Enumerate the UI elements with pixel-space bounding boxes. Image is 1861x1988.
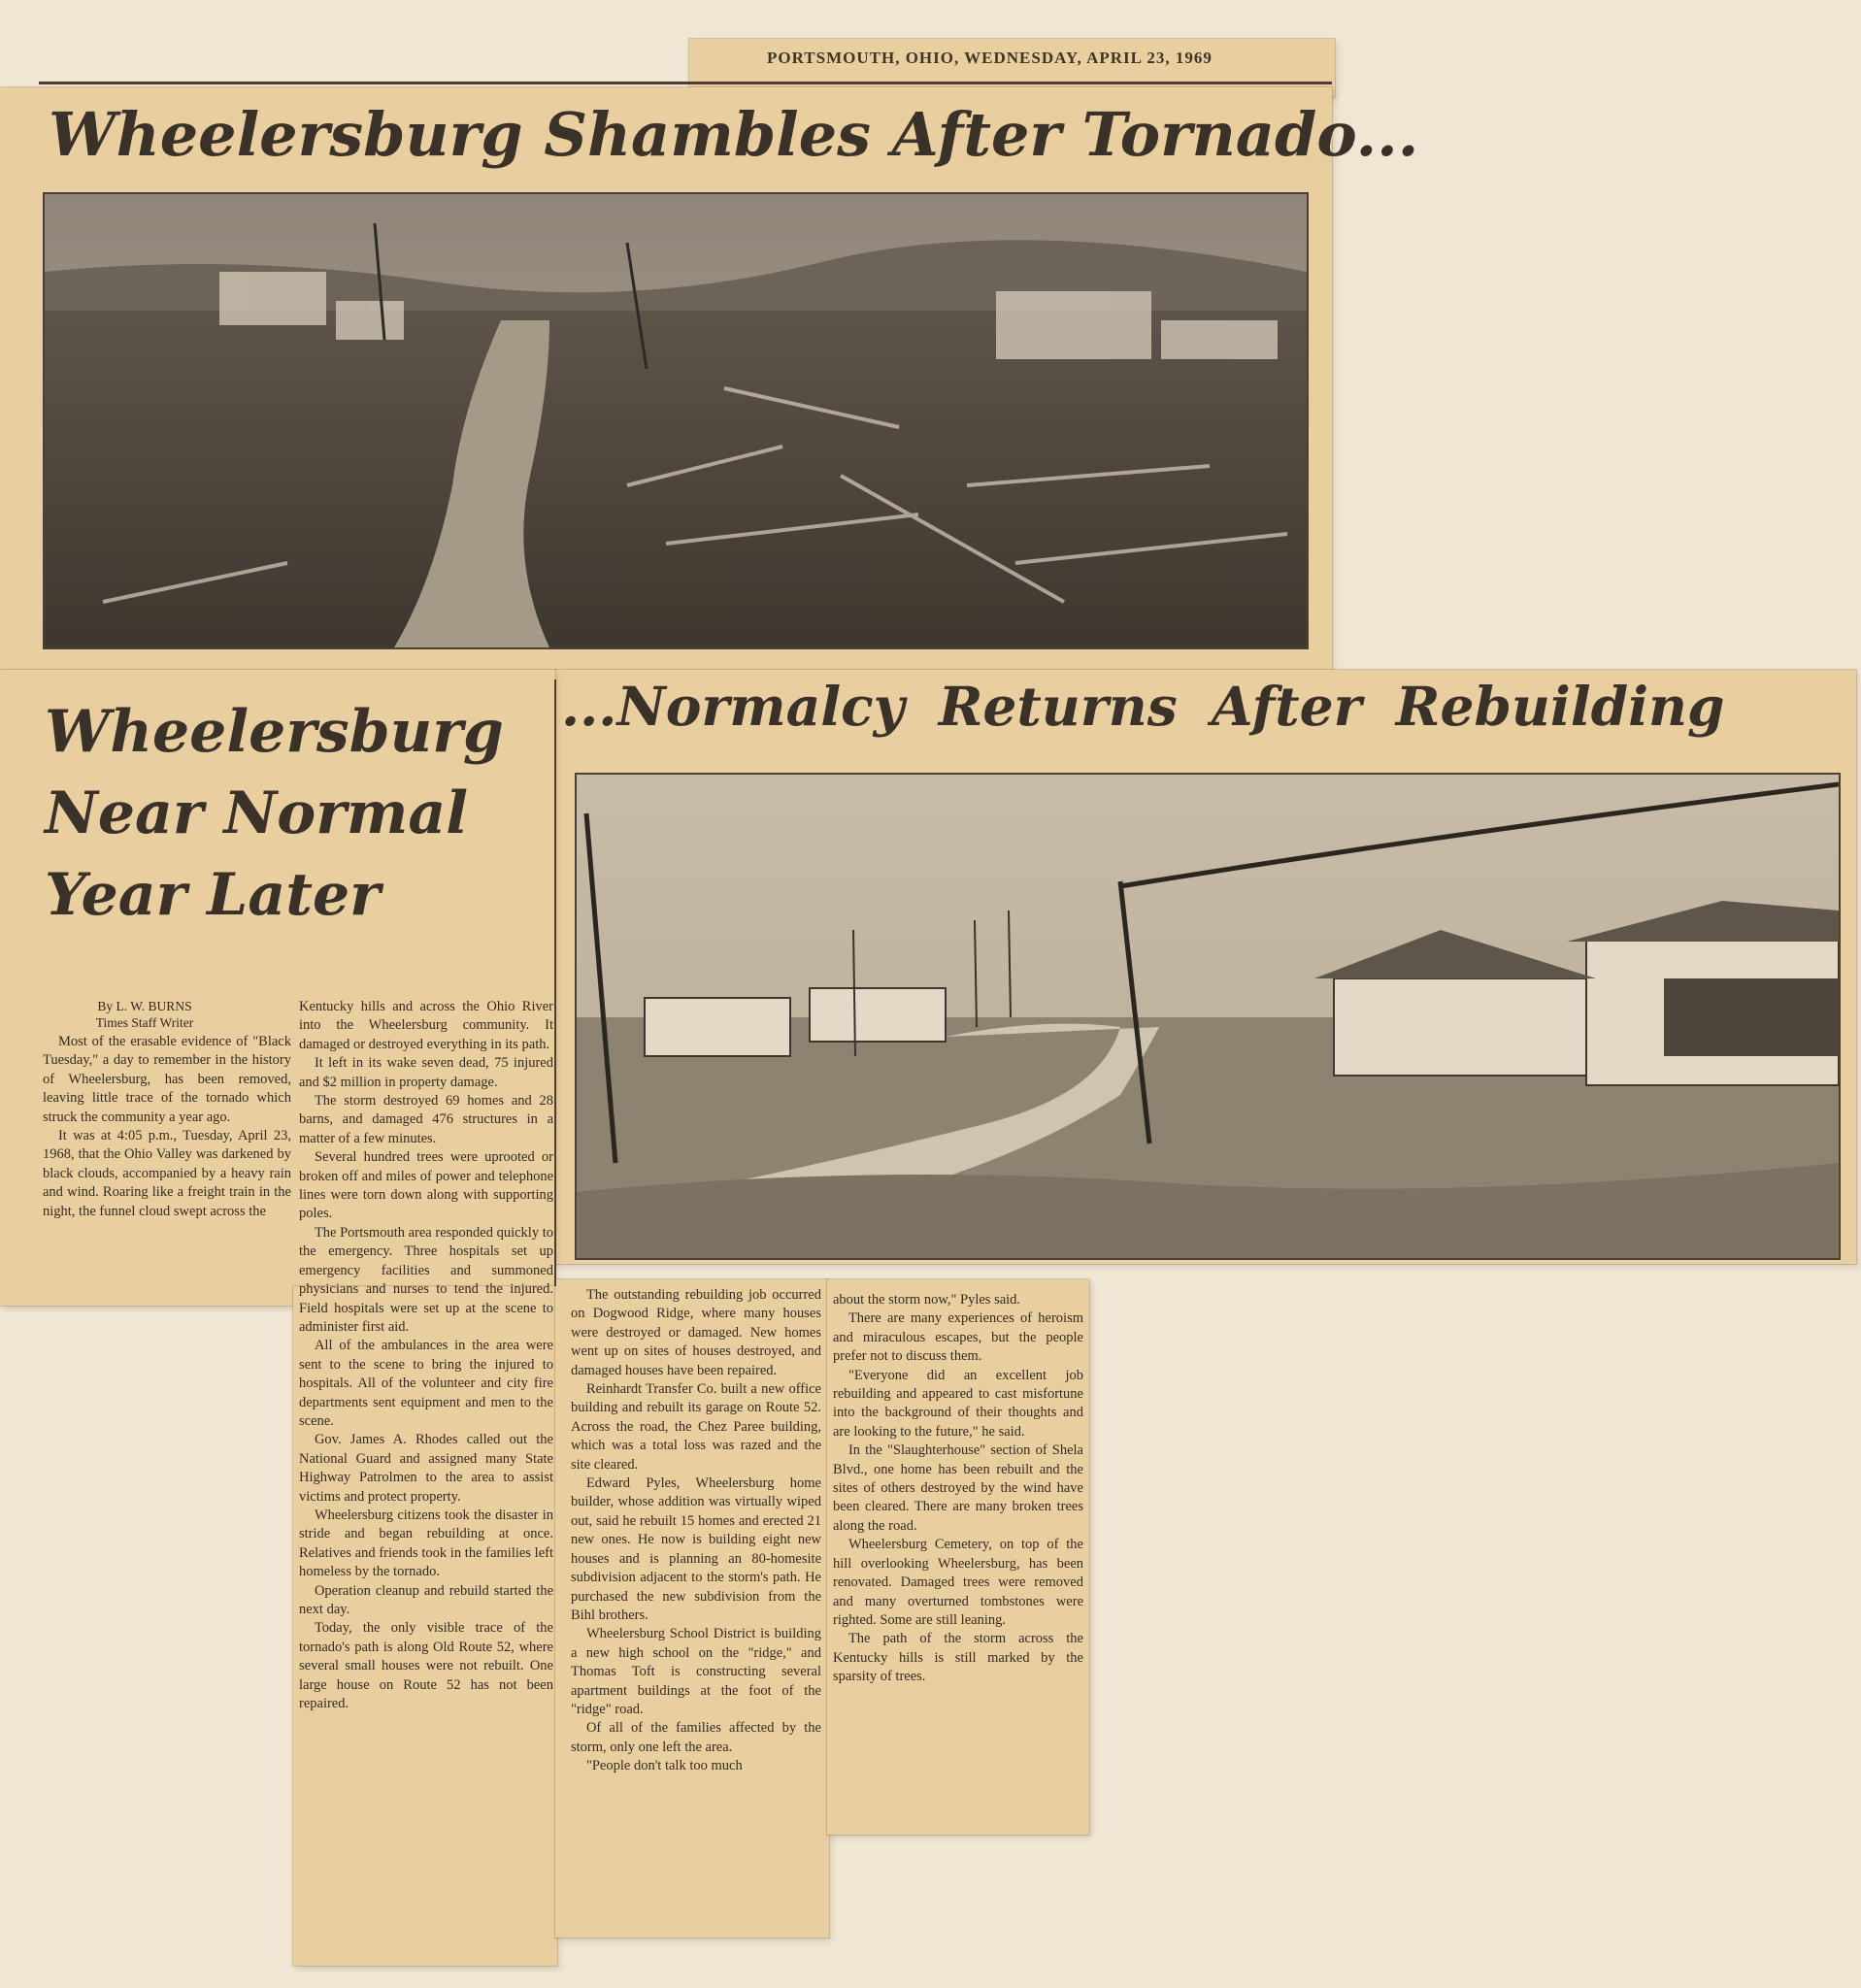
article-column-1	[43, 1033, 291, 1221]
article-paragraph: The outstanding rebuilding job occurred on Dogwood Ridge, where many houses were destroyed or damaged. New homes went up on sites of houses destroyed, and damaged houses have been repaired.	[571, 1287, 821, 1378]
byline-title: Times Staff Writer	[95, 1015, 194, 1030]
article-paragraph: Edward Pyles, Wheelersburg home builder, whose addition was virtually wiped out, said he rebuilt 15 homes and erected 21 new ones. He now is building eight new houses and is planning an 80-homesite subdivision adjacent to the storm's path. He purchased the new subdivision from the Bihl brothers.	[571, 1475, 821, 1623]
rebuilt-houses-photo	[575, 773, 1841, 1260]
article-paragraph: All of the ambulances in the area were sent to the scene to bring the injured to hospitals. All of the volunteer and city fire departments sent equipment and men to the scene.	[299, 1338, 553, 1429]
byline	[58, 998, 231, 1031]
article-paragraph: Several hundred trees were uprooted or broken off and miles of power and telephone lines were torn down along with supporting poles.	[299, 1149, 553, 1222]
article-paragraph: It left in its wake seven dead, 75 injured and $2 million in property damage.	[299, 1055, 553, 1090]
article-paragraph: Wheelersburg citizens took the disaster in stride and began rebuilding at once. Relatives and friends took in the families left homeless by the tornado.	[299, 1507, 553, 1580]
article-paragraph: Wheelersburg Cemetery, on top of the hill overlooking Wheelersburg, has been renovated. Damaged trees were removed and many overturned tombstones were righted. Some are still leaning.	[833, 1537, 1083, 1628]
article-paragraph: "People don't talk too much	[585, 1758, 743, 1774]
article-paragraph: It was at 4:05 p.m., Tuesday, April 23, 1968, that the Ohio Valley was darkened by black clouds, accompanied by a heavy rain and wind. Roaring like a freight train in the night, the funnel cloud swept across the	[43, 1128, 291, 1219]
article-column-4	[833, 1291, 1083, 1687]
article-paragraph: Today, the only visible trace of the tornado's path is along Old Route 52, where several small houses were not rebuilt. One large house on Route 52 has not been repaired.	[299, 1620, 553, 1712]
article-paragraph: Kentucky hills and across the Ohio River into the Wheelersburg community. It damaged or destroyed everything in its path.	[299, 999, 553, 1052]
article-paragraph: "Everyone did an excellent job rebuilding and appeared to cast misfortune into the background of their thoughts and are looking to the future," he said.	[833, 1367, 1083, 1440]
article-paragraph: Operation cleanup and rebuild started the next day.	[299, 1582, 553, 1617]
article-paragraph: There are many experiences of heroism and miraculous escapes, but the people prefer not to discuss them.	[833, 1310, 1083, 1365]
headline-top: Wheelersburg Shambles After Tornado...	[49, 99, 1419, 170]
dateline-rule	[39, 82, 1332, 84]
article-paragraph: The path of the storm across the Kentucky hills is still marked by the sparsity of trees.	[833, 1631, 1083, 1685]
article-column-2	[299, 998, 553, 1713]
article-paragraph: The storm destroyed 69 homes and 28 barns, and damaged 476 structures in a matter of a few minutes.	[299, 1093, 553, 1146]
headline-right: ...Normalcy Returns After Rebuilding	[561, 675, 1725, 738]
tornado-damage-photo	[43, 192, 1309, 649]
article-paragraph: In the "Slaughterhouse" section of Shela Blvd., one home has been rebuilt and the sites of others destroyed by the wind have been cleared. There are many broken trees along the road.	[833, 1442, 1083, 1534]
article-paragraph: Gov. James A. Rhodes called out the National Guard and assigned many State Highway Patrolmen to the area to assist victims and protect property.	[299, 1432, 553, 1505]
dateline: PORTSMOUTH, OHIO, WEDNESDAY, APRIL 23, 1969	[767, 49, 1213, 67]
article-paragraph: Most of the erasable evidence of "Black Tuesday," a day to remember in the history of Wheelersburg, has been removed, leaving little trace of the tornado which struck the community a year ago.	[43, 1034, 291, 1125]
column-rule	[554, 679, 556, 1286]
article-column-3	[571, 1286, 821, 1776]
headline-left: Wheelersburg Near Normal Year Later	[45, 698, 504, 929]
article-paragraph: Of all of the families affected by the storm, only one left the area.	[571, 1720, 821, 1755]
article-paragraph: Reinhardt Transfer Co. built a new office building and rebuilt its garage on Route 52. Across the road, the Chez Paree building, which was a total loss was razed and the site cleared.	[571, 1381, 821, 1473]
article-paragraph: Wheelersburg School District is building a new high school on the "ridge," and Thomas Toft is constructing several apartment buildings at the foot of the "ridge" road.	[571, 1626, 821, 1717]
article-paragraph: The Portsmouth area responded quickly to the emergency. Three hospitals set up emergency facilities and summoned physicians and nurses to tend the injured. Field hospitals were set up at the scene to administer first aid.	[299, 1224, 553, 1335]
byline-author: By L. W. BURNS	[97, 999, 192, 1013]
article-paragraph: about the storm now," Pyles said.	[833, 1292, 1021, 1308]
